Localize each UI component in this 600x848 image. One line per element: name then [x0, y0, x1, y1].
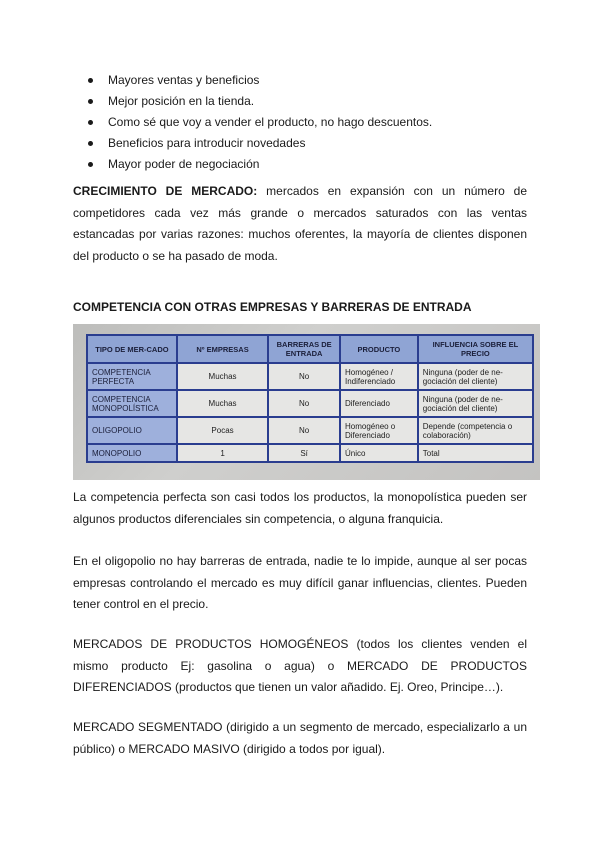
- bullet-icon: [88, 78, 93, 83]
- table-cell: No: [268, 390, 340, 417]
- paragraph-homogeneos: MERCADOS DE PRODUCTOS HOMOGÉNEOS (todos los clientes venden el mismo producto Ej: gasolina o agua) o MERCADO DE PRODUCTOS DIFERENCIADOS (productos que tienen un valor añadido. Ej. Oreo, Principe…).: [73, 637, 527, 694]
- table-cell: Muchas: [177, 390, 268, 417]
- table-cell: No: [268, 417, 340, 444]
- table-cell: Ninguna (poder de ne-gociación del cliente): [418, 390, 533, 417]
- list-item: Beneficios para introducir novedades: [88, 133, 432, 154]
- column-header: Nº EMPRESAS: [177, 335, 268, 363]
- table-header-row: [87, 335, 533, 363]
- table-cell: MONOPOLIO: [87, 444, 177, 462]
- table-cell: Depende (competencia o colaboración): [418, 417, 533, 444]
- table-cell: Diferenciado: [340, 390, 418, 417]
- paragraph-oligopolio: En el oligopolio no hay barreras de entrada, nadie te lo impide, aunque al ser pocas empresas controlando el mercado es muy difícil ganar influencias, clientes. Pueden tener control en el precio.: [73, 554, 527, 611]
- table-row: [87, 390, 533, 417]
- table-cell: 1: [177, 444, 268, 462]
- bullet-icon: [88, 99, 93, 104]
- table-cell: Ninguna (poder de ne-gociación del cliente): [418, 363, 533, 390]
- table-cell: Homogéneo o Diferenciado: [340, 417, 418, 444]
- market-table-photo: [73, 324, 540, 480]
- table-row: [87, 444, 533, 462]
- table-cell: Total: [418, 444, 533, 462]
- column-header: BARRERAS DE ENTRADA: [268, 335, 340, 363]
- column-header: PRODUCTO: [340, 335, 418, 363]
- table-cell: COMPETENCIA MONOPOLÍSTICA: [87, 390, 177, 417]
- table-cell: Homogéneo / Indiferenciado: [340, 363, 418, 390]
- table-cell: No: [268, 363, 340, 390]
- bullet-icon: [88, 141, 93, 146]
- crecimiento-text: mercados en expansión con un número de competidores cada vez más grande o mercados saturados con las ventas estancadas por varias razones: muchos oferentes, la mayoría de clientes disponen del producto o se ha pasado de moda.: [73, 184, 527, 263]
- paragraph-segmentado: MERCADO SEGMENTADO (dirigido a un segmento de mercado, especializarlo a un público) o MERCADO MASIVO (dirigido a todos por igual).: [73, 720, 527, 756]
- list-item: Como sé que voy a vender el producto, no hago descuentos.: [88, 112, 432, 133]
- crecimiento-paragraph: [73, 181, 527, 267]
- table-cell: Pocas: [177, 417, 268, 444]
- table-cell: Sí: [268, 444, 340, 462]
- table-row: [87, 417, 533, 444]
- bullet-icon: [88, 162, 93, 167]
- column-header: INFLUENCIA SOBRE EL PRECIO: [418, 335, 533, 363]
- table-cell: COMPETENCIA PERFECTA: [87, 363, 177, 390]
- market-types-table: [86, 334, 534, 463]
- table-row: [87, 363, 533, 390]
- table-cell: Único: [340, 444, 418, 462]
- list-item: Mayores ventas y beneficios: [88, 70, 432, 91]
- table-cell: Muchas: [177, 363, 268, 390]
- bullet-icon: [88, 120, 93, 125]
- column-header: TIPO DE MER-CADO: [87, 335, 177, 363]
- table-cell: OLIGOPOLIO: [87, 417, 177, 444]
- paragraph-competencia-perfecta: La competencia perfecta son casi todos los productos, la monopolística pueden ser algunos productos diferenciales sin competencia, o alguna franquicia.: [73, 490, 527, 526]
- list-item: Mejor posición en la tienda.: [88, 91, 432, 112]
- crecimiento-label: CRECIMIENTO DE MERCADO:: [73, 184, 258, 198]
- list-item: Mayor poder de negociación: [88, 154, 432, 175]
- competencia-heading: COMPETENCIA CON OTRAS EMPRESAS Y BARRERAS DE ENTRADA: [73, 300, 472, 314]
- benefits-list: [88, 70, 432, 175]
